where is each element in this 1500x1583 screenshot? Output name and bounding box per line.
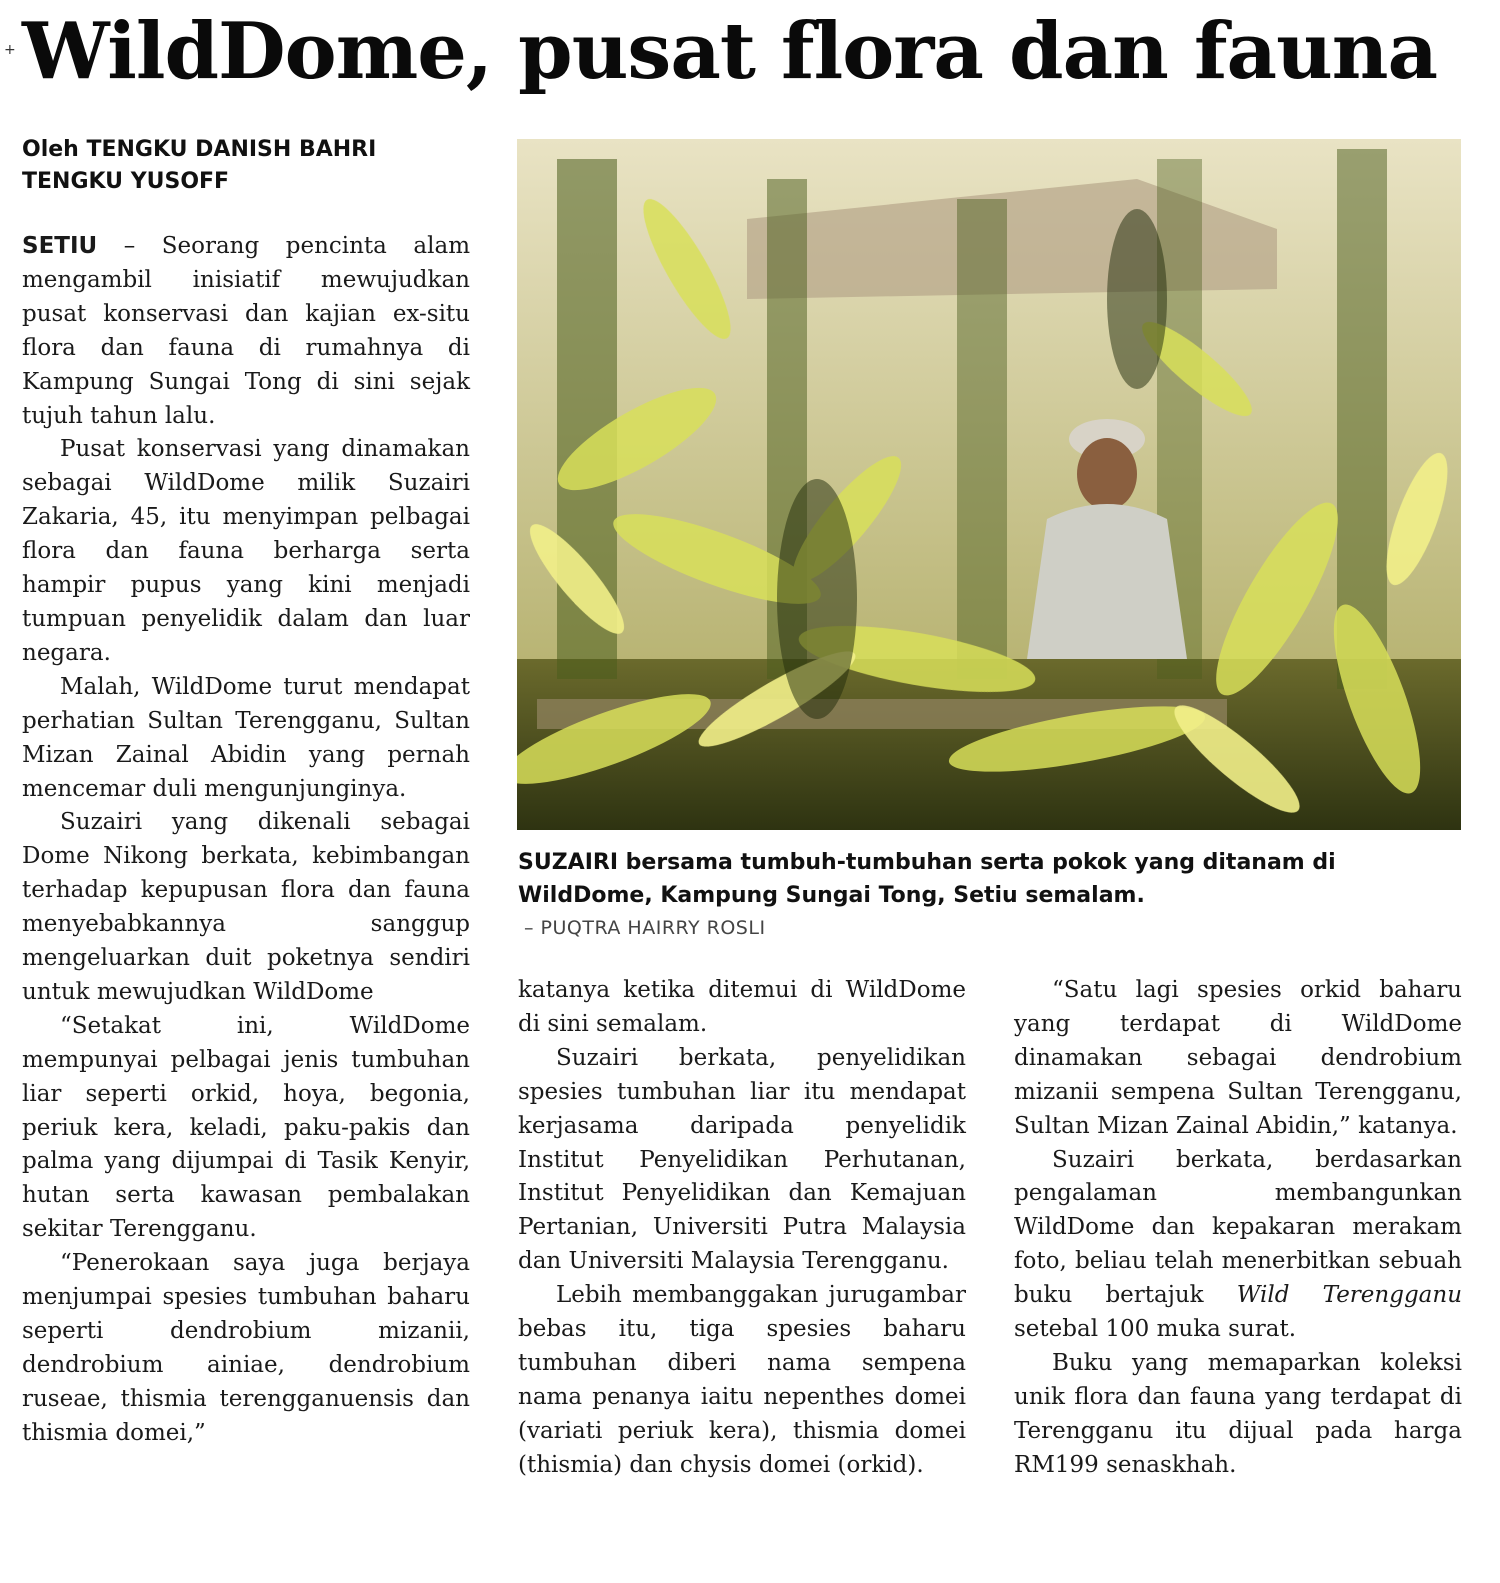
article-paragraph: Lebih membanggakan jurugambar bebas itu, tiga spesies baharu tumbuhan diberi nama sempena nama penanya iaitu nepenthes domei (variati periuk kera), thismia domei (thismia) dan chysis domei (orkid). (518, 1282, 966, 1478)
article-paragraph: Suzairi berkata, penyelidikan spesies tumbuhan liar itu mendapat kerjasama daripada penyelidik Institut Penyelidikan Perhutanan, Institut Penyelidikan dan Kemajuan Pertanian, Universiti Putra Malaysia dan Universiti Malaysia Terengganu. (518, 1044, 966, 1275)
article-paragraph (1014, 1144, 1462, 1347)
paragraph-text: setebal 100 muka surat. (1014, 1316, 1297, 1343)
headline: WildDome, pusat flora dan fauna (22, 6, 1438, 97)
photo-caption: SUZAIRI bersama tumbuh-tumbuhan serta pokok yang ditanam di WildDome, Kampung Sungai Tong, Setiu semalam. (518, 850, 1336, 908)
article-column-2 (518, 974, 966, 1483)
paragraph-text: – Seorang pencinta alam mengambil inisiatif mewujudkan pusat konservasi dan kajian ex-situ flora dan fauna di rumahnya di Kampung Sungai Tong di sini sejak tujuh tahun lalu. (22, 233, 471, 429)
article-column-3 (1014, 974, 1462, 1483)
article-column-1 (22, 230, 470, 1451)
article-paragraph: “Setakat ini, WildDome mempunyai pelbagai jenis tumbuhan liar seperti orkid, hoya, begonia, periuk kera, keladi, paku-pakis dan palma yang dijumpai di Tasik Kenyir, hutan serta kawasan pembalakan sekitar Terengganu. (22, 1012, 470, 1243)
article-paragraph: “Penerokaan saya juga berjaya menjumpai spesies tumbuhan baharu seperti dendrobium mizanii, dendrobium ainiae, dendrobium ruseae, thismia terengganuensis dan thismia domei,” (22, 1250, 470, 1446)
photo-credit: – PUQTRA HAIRRY ROSLI (524, 917, 766, 939)
article-paragraph: Suzairi yang dikenali sebagai Dome Nikong berkata, kebimbangan terhadap kepupusan flora dan fauna menyebabkannya sanggup mengeluarkan duit poketnya sendiri untuk mewujudkan WildDome (22, 809, 470, 1005)
article-paragraph: katanya ketika ditemui di WildDome di sini semalam. (518, 977, 966, 1037)
article-paragraph: Pusat konservasi yang dinamakan sebagai WildDome milik Suzairi Zakaria, 45, itu menyimpan pelbagai flora dan fauna berharga serta hampir pupus yang kini menjadi tumpuan penyelidik dalam dan luar negara. (22, 436, 470, 666)
byline (22, 134, 492, 198)
article-paragraph: Malah, WildDome turut mendapat perhatian Sultan Terengganu, Sultan Mizan Zainal Abidin yang pernah mencemar duli mengunjunginya. (22, 673, 470, 802)
page-marker: + (4, 42, 16, 58)
byline-line-2: TENGKU YUSOFF (22, 169, 230, 194)
paragraph-text: Suzairi berkata, berdasarkan pengalaman membangunkan WildDome dan kepakaran merakam foto, beliau telah menerbitkan sebuah buku bertajuk (1014, 1146, 1462, 1309)
dateline: SETIU (22, 233, 98, 259)
byline-line-1: Oleh TENGKU DANISH BAHRI (22, 137, 377, 162)
article-paragraph: “Satu lagi spesies orkid baharu yang terdapat di WildDome dinamakan sebagai dendrobium mizanii sempena Sultan Terengganu, Sultan Mizan Zainal Abidin,” katanya. (1014, 977, 1462, 1139)
book-title: Wild Terengganu (1236, 1282, 1463, 1309)
article-photo (517, 139, 1461, 830)
garden-photo-illustration (517, 139, 1461, 830)
article-paragraph (22, 230, 470, 433)
article-paragraph: Buku yang memaparkan koleksi unik flora dan fauna yang terdapat di Terengganu itu dijual pada harga RM199 senaskhah. (1014, 1349, 1462, 1478)
